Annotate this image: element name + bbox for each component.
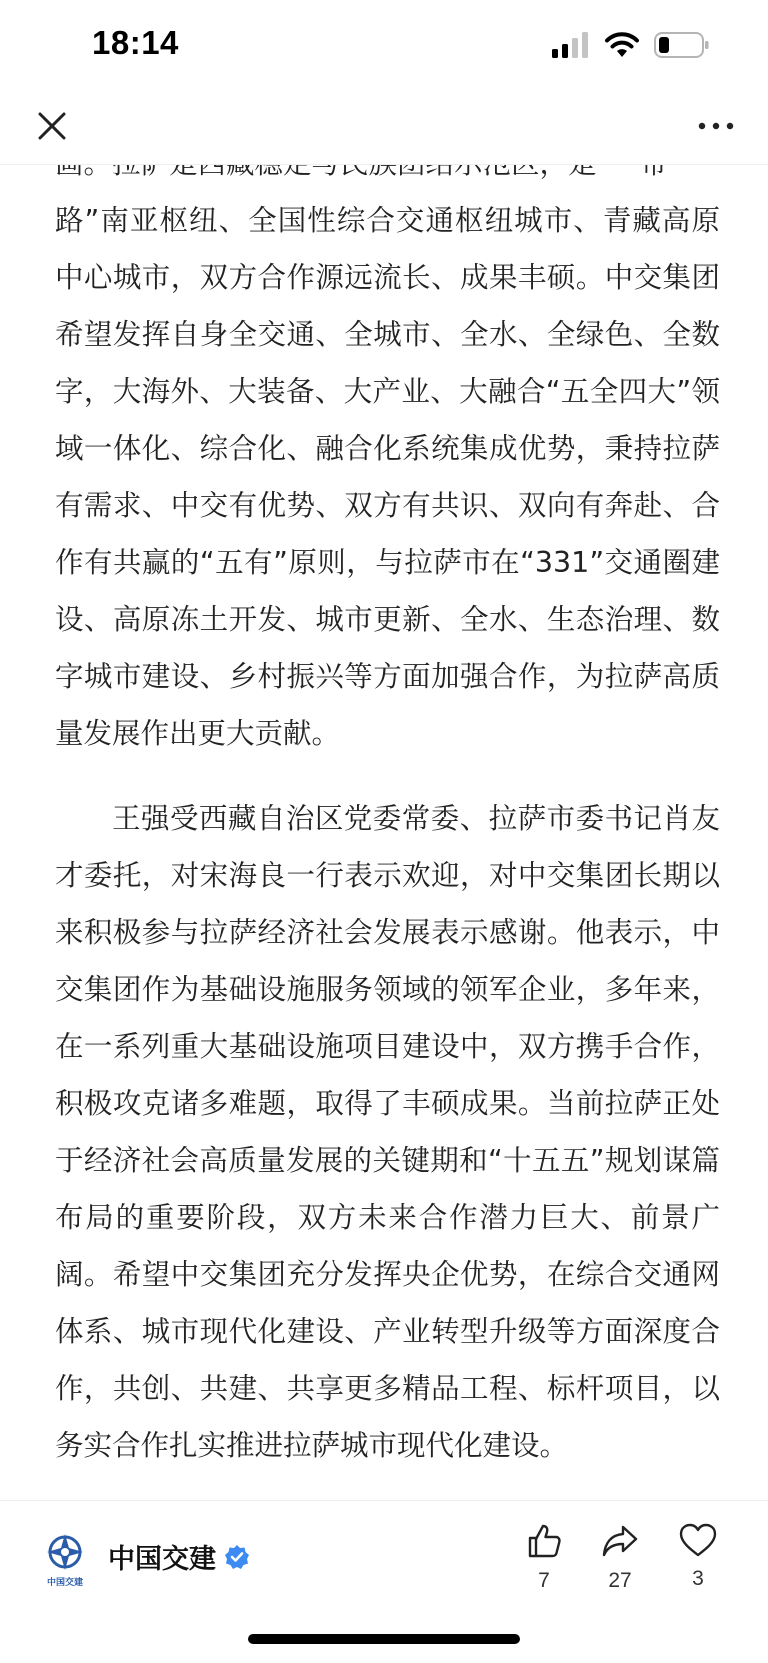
like-count: 7 xyxy=(538,1569,550,1592)
share-button[interactable] xyxy=(590,1523,650,1593)
thumbs-up-icon xyxy=(526,1523,562,1559)
status-time: 18:14 xyxy=(92,24,179,61)
favorite-count: 3 xyxy=(692,1567,704,1590)
heart-icon xyxy=(679,1523,717,1557)
share-count: 27 xyxy=(608,1569,632,1592)
more-options-button[interactable] xyxy=(694,106,738,146)
battery-icon xyxy=(654,32,710,58)
share-icon xyxy=(601,1523,639,1559)
close-button[interactable] xyxy=(32,106,72,146)
article-paragraph-1: 路”南亚枢纽、全国性综合交通枢纽城市、青藏高原中心城市，双方合作源远流长、成果丰硕。中交集团希望发挥自身全交通、全城市、全水、全绿色、全数字，大海外、大装备、大产业、大融合“五全四大”领域一体化、综合化、融合化系统集成优势，秉持拉萨有需求、中交有优势、双方有共识、双向有奔赴、合作有共赢的“五有”原则，与拉萨市在“331”交通圈建设、高原冻土开发、城市更新、全水、生态治理、数字城市建设、乡村振兴等方面加强合作，为拉萨高质量发展作出更大贡献。 xyxy=(55,204,720,750)
close-icon xyxy=(37,111,67,141)
home-indicator[interactable] xyxy=(248,1634,520,1644)
account-name[interactable] xyxy=(108,1537,250,1576)
account-logo[interactable] xyxy=(42,1531,88,1589)
favorite-button[interactable] xyxy=(668,1523,728,1591)
cccc-logo-icon xyxy=(42,1531,88,1589)
account-name-label: 中国交建 xyxy=(108,1544,216,1575)
status-bar xyxy=(0,0,768,96)
nav-bar xyxy=(0,96,768,165)
logo-text: 中国交建 xyxy=(46,1578,84,1588)
more-horizontal-icon xyxy=(698,121,734,131)
status-icons xyxy=(552,30,710,60)
like-button[interactable] xyxy=(514,1523,574,1593)
article-body xyxy=(55,135,720,1495)
cellular-signal-icon xyxy=(552,32,590,58)
verified-badge-icon xyxy=(224,1544,250,1570)
wifi-icon xyxy=(604,32,640,58)
article-paragraph-2: 王强受西藏自治区党委常委、拉萨市委书记肖友才委托，对宋海良一行表示欢迎，对中交集团长期以来积极参与拉萨经济社会发展表示感谢。他表示，中交集团作为基础设施服务领域的领军企业，多年来，在一系列重大基础设施项目建设中，双方携手合作，积极攻克诸多难题，取得了丰硕成果。当前拉萨正处于经济社会高质量发展的关键期和“十五五”规划谋篇布局的重要阶段，双方未来合作潜力巨大、前景广阔。希望中交集团充分发挥央企优势，在综合交通网体系、城市现代化建设、产业转型升级等方面深度合作，共创、共建、共享更多精品工程、标杆项目，以务实合作扎实推进拉萨城市现代化建设。 xyxy=(55,802,720,1462)
